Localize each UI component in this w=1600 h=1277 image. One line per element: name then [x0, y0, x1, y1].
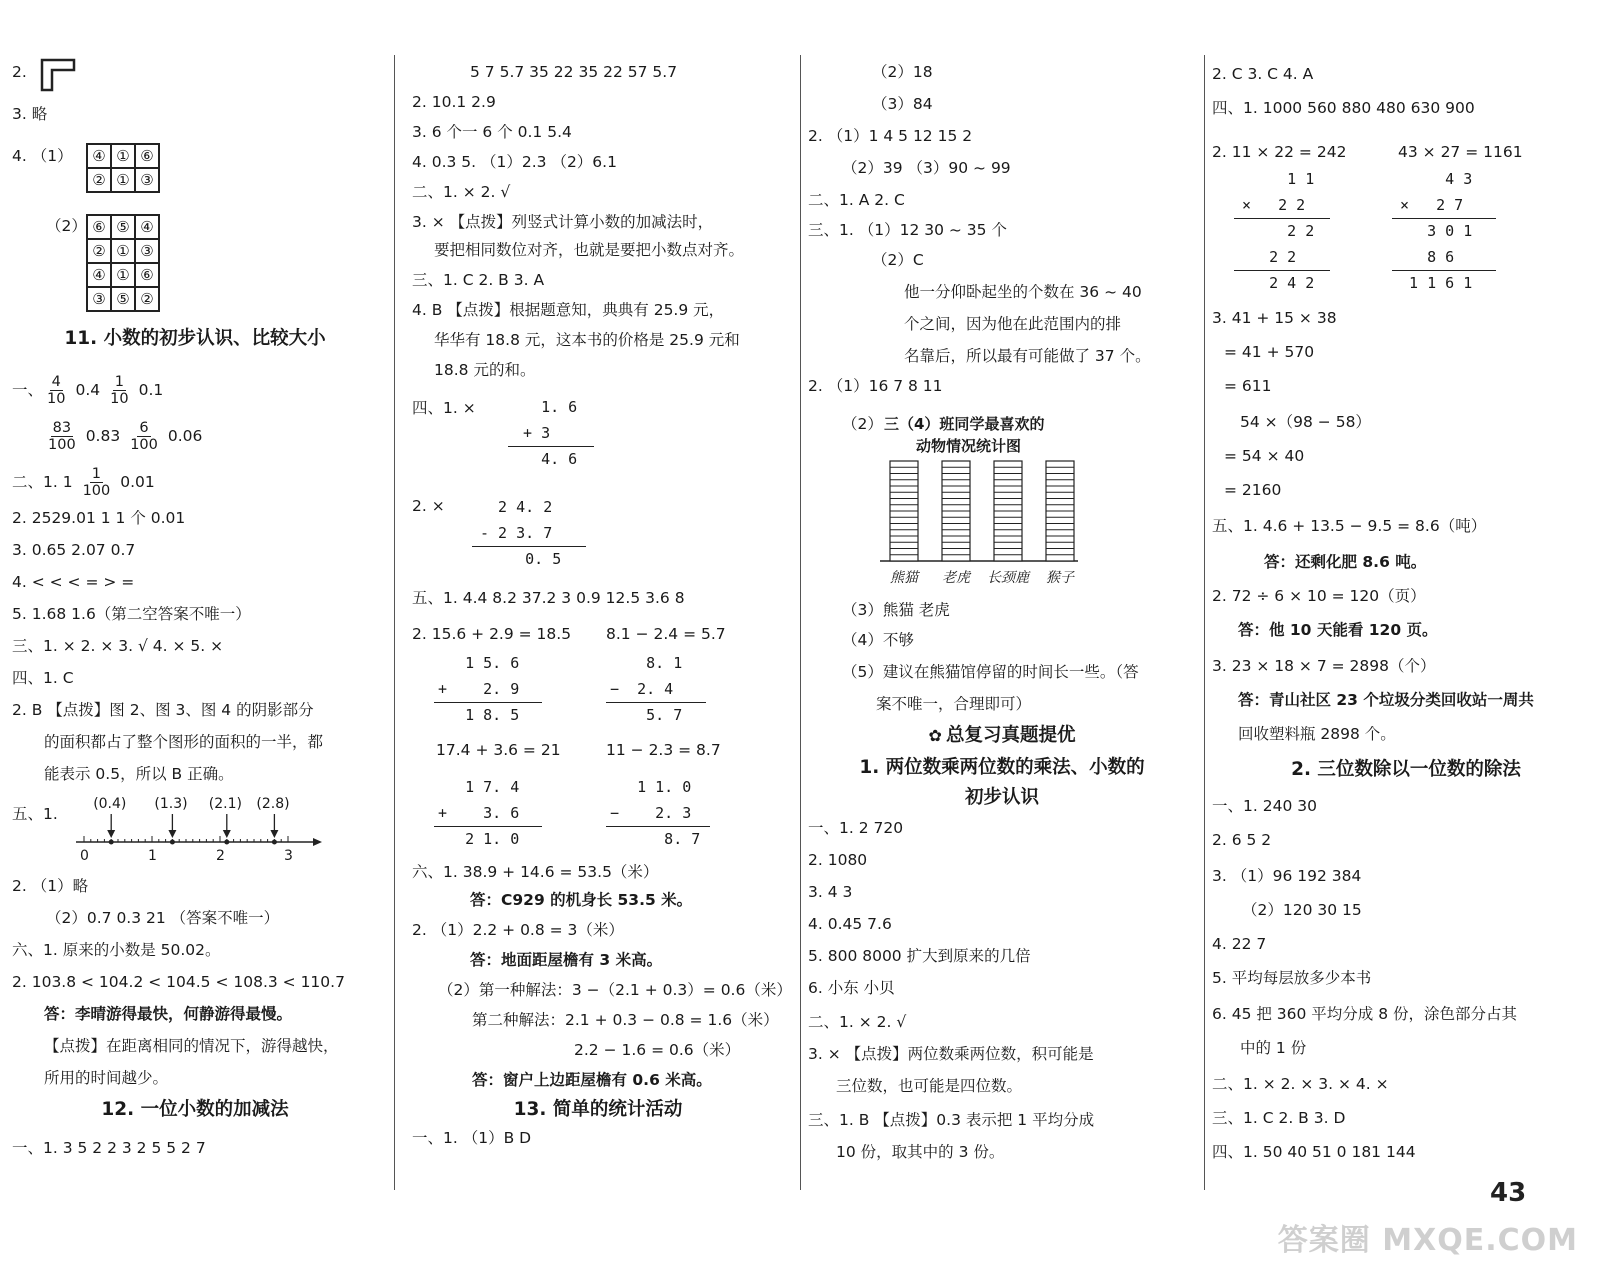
vertical-calc: 8. 1 − 2. 4 5. 7 — [610, 654, 683, 724]
answer-line: 8.1 − 2.4 = 5.7 — [606, 625, 726, 643]
answer-line: （2） — [842, 415, 883, 433]
answer-line: 五、1. 4.4 8.2 37.2 3 0.9 12.5 3.6 8 — [412, 589, 685, 607]
calc-rule — [508, 446, 594, 447]
bar-3 — [994, 461, 1022, 561]
fraction-row-1: 一、 $\frac{4}{10}$ 0.4 $\frac{1}{10}$ 0.1 — [12, 373, 164, 407]
answer-line: = 54 × 40 — [1224, 447, 1305, 465]
answer-line: 2. 15.6 + 2.9 = 18.5 — [412, 625, 572, 643]
answer-line: = 41 + 570 — [1224, 343, 1315, 361]
column-divider — [394, 55, 395, 1190]
answer-line: 三、1. （1）12 30 ~ 35 个 — [808, 221, 1007, 239]
answer-line: 答：他 10 天能看 120 页。 — [1238, 621, 1438, 639]
calc-rule — [434, 702, 542, 703]
answer-line: 名靠后，所以最有可能做了 37 个。 — [904, 347, 1151, 365]
answer-line: = 2160 — [1224, 481, 1282, 499]
answer-line: 所用的时间越少。 — [44, 1069, 169, 1087]
calc-rule — [1392, 270, 1496, 271]
answer-line: （3）熊猫 老虎 — [842, 601, 950, 619]
answer-line: 6. 小东 小贝 — [808, 979, 895, 997]
number-grid-2: ⑥ ⑤ ④ ② ① ③ ④ ① ⑥ ③ ⑤ ② — [86, 214, 160, 312]
answer-line: 三、1. B 【点拨】0.3 表示把 1 平均分成 — [808, 1111, 1095, 1129]
answer-line: 案不唯一，合理即可） — [876, 695, 1032, 713]
answer-line: 43 × 27 = 1161 — [1398, 143, 1523, 161]
answer-line: 回收塑料瓶 2898 个。 — [1238, 725, 1396, 743]
number-line-tick-label: 3 — [284, 848, 293, 864]
answer-line: 10 份，取其中的 3 份。 — [836, 1143, 1005, 1161]
answer-line: 2. （1）2.2 + 0.8 = 3（米） — [412, 921, 624, 939]
answer-line: 5. 1.68 1.6（第二空答案不唯一） — [12, 605, 251, 623]
item-3: 3. 略 — [12, 105, 48, 123]
section-heading-11: 11. 小数的初步认识、比较大小 — [64, 328, 326, 349]
answer-line: 一、1. 2 720 — [808, 819, 904, 837]
answer-line: 2. （1）略 — [12, 877, 89, 895]
answer-line: 3. （1）96 192 384 — [1212, 867, 1362, 885]
answer-line: 2. C 3. C 4. A — [1212, 65, 1314, 83]
vertical-calc: 2 4. 2 - 2 3. 7 0. 5 — [480, 498, 562, 568]
answer-line: 二、1. × 2. √ — [808, 1013, 907, 1031]
calc-rule — [434, 826, 542, 827]
answer-line: 要把相同数位对齐，也就是要把小数点对齐。 — [434, 241, 745, 259]
answer-line: 2. 1080 — [808, 851, 868, 869]
answer-line: 4. 0.45 7.6 — [808, 915, 892, 933]
number-line-tick-label: 1 — [148, 848, 157, 864]
bar-2 — [942, 461, 970, 561]
answer-line: 五、1. 4.6 + 13.5 − 9.5 = 8.6（吨） — [1212, 517, 1487, 535]
answer-line: （5）建议在熊猫馆停留的时间长一些。（答 — [842, 663, 1139, 681]
answer-line: 二、1. × 2. √ — [412, 183, 511, 201]
answer-line: 华华有 18.8 元，这本书的价格是 25.9 元和 — [434, 331, 740, 349]
calc-rule — [1234, 218, 1330, 219]
answer-line: （2）120 30 15 — [1242, 901, 1362, 919]
number-line-arrow — [223, 814, 231, 845]
chart-title: 三（4）班同学最喜欢的 — [884, 415, 1045, 433]
number-line-arrow — [107, 814, 115, 845]
answer-line: 三、1. C 2. B 3. A — [412, 271, 545, 289]
answer-line: 2. （1）16 7 8 11 — [808, 377, 943, 395]
page-number: 43 — [1490, 1178, 1527, 1208]
answer-line: 个之间，因为他在此范围内的排 — [904, 315, 1122, 333]
answer-line: 三、1. × 2. × 3. √ 4. × 5. × — [12, 637, 224, 655]
answer-line: 6. 45 把 360 平均分成 8 份，涂色部分占其 — [1212, 1005, 1518, 1023]
answer-line: （2）18 — [872, 63, 933, 81]
answer-line: 一、1. 240 30 — [1212, 797, 1317, 815]
answer-line: 4. B 【点拨】根据题意知，典典有 25.9 元， — [412, 301, 725, 319]
vertical-calc: 1 1 × 2 2 2 2 2 2 2 4 2 — [1242, 170, 1315, 292]
item-2: 2. — [12, 63, 27, 81]
answer-line: 2. 10.1 2.9 — [412, 93, 496, 111]
answer-line: 2. 103.8 < 104.2 < 104.5 < 108.3 < 110.7 — [12, 973, 345, 991]
number-line-arrow — [270, 814, 278, 845]
bar-1 — [890, 461, 918, 561]
answer-line: 5 7 5.7 35 22 35 22 57 5.7 — [470, 63, 678, 81]
column-divider — [1204, 55, 1205, 1190]
bar-category-label: 猴子 — [1046, 570, 1074, 586]
answer-line: （2）C — [872, 251, 924, 269]
answer-line: 五、1. — [12, 805, 58, 823]
calc-rule — [1392, 218, 1496, 219]
answer-line: 5. 800 8000 扩大到原来的几倍 — [808, 947, 1031, 965]
number-line-point-label: (2.8) — [256, 796, 290, 812]
answer-line: 【点拨】在距离相同的情况下，游得越快， — [44, 1037, 339, 1055]
answer-line: 答：李晴游得最快，何静游得最慢。 — [44, 1005, 293, 1023]
calc-rule — [1234, 270, 1330, 271]
section-heading-13: 13. 简单的统计活动 — [513, 1099, 683, 1120]
answer-line: 能表示 0.5，所以 B 正确。 — [44, 765, 234, 783]
vertical-calc: 1 7. 4 + 3. 6 2 1. 0 — [438, 778, 520, 848]
answer-line: 11 − 2.3 = 8.7 — [606, 741, 721, 759]
review-heading: ✿ 总复习真题提优 — [928, 725, 1076, 746]
answer-line: 答：青山社区 23 个垃圾分类回收站一周共 — [1238, 691, 1534, 709]
answer-line: 2. B 【点拨】图 2、图 3、图 4 的阴影部分 — [12, 701, 314, 719]
answer-line: （2）第一种解法：3 −（2.1 + 0.3）= 0.6（米） — [438, 981, 792, 999]
answer-line: 一、1. 3 5 2 2 3 2 5 5 2 7 — [12, 1139, 206, 1157]
number-line-arrow — [168, 814, 176, 845]
answer-line: 2. × — [412, 497, 445, 515]
answer-line: 3. × 【点拨】列竖式计算小数的加减法时， — [412, 213, 714, 231]
item-4: 4. （1） — [12, 147, 73, 165]
calc-rule — [606, 826, 710, 827]
answer-line: 54 ×（98 − 58） — [1240, 413, 1371, 431]
answer-line: 六、1. 原来的小数是 50.02。 — [12, 941, 221, 959]
number-line — [68, 792, 328, 872]
answer-line: 2. （1）1 4 5 12 15 2 — [808, 127, 973, 145]
answer-line: = 611 — [1224, 377, 1272, 395]
section-heading-r2: 2. 三位数除以一位数的除法 — [1291, 759, 1521, 780]
vertical-calc: 1 5. 6 + 2. 9 1 8. 5 — [438, 654, 520, 724]
chart-title: 动物情况统计图 — [916, 437, 1022, 455]
answer-line: （2）0.7 0.3 21 （答案不唯一） — [46, 909, 280, 927]
answer-line: 三、1. C 2. B 3. D — [1212, 1109, 1346, 1127]
answer-line: 3. 23 × 18 × 7 = 2898（个） — [1212, 657, 1436, 675]
answer-line: 二、1. A 2. C — [808, 191, 905, 209]
answer-line: 3. 4 3 — [808, 883, 853, 901]
answer-line: 4. 22 7 — [1212, 935, 1267, 953]
calc-rule — [472, 546, 586, 547]
number-line-point-label: (0.4) — [93, 796, 127, 812]
answer-line: 2.2 − 1.6 = 0.6（米） — [574, 1041, 741, 1059]
answer-line: 5. 平均每层放多少本书 — [1212, 969, 1372, 987]
answer-line: 3. 0.65 2.07 0.7 — [12, 541, 136, 559]
section-heading-r1: 1. 两位数乘两位数的乘法、小数的 — [859, 757, 1145, 778]
answer-line: 3. 41 + 15 × 38 — [1212, 309, 1337, 327]
answer-line: 四、1. 50 40 51 0 181 144 — [1212, 1143, 1416, 1161]
answer-line: 2. 6 5 2 — [1212, 831, 1272, 849]
answer-line: 一、1. （1）B D — [412, 1129, 532, 1147]
bar-category-label: 老虎 — [942, 570, 970, 586]
answer-line: 答：窗户上边距屋檐有 0.6 米高。 — [472, 1071, 712, 1089]
vertical-calc: 1 1. 0 − 2. 3 8. 7 — [610, 778, 701, 848]
answer-line: 的面积都占了整个图形的面积的一半，都 — [44, 733, 324, 751]
answer-column-2 — [400, 0, 796, 1190]
answer-column-4 — [1212, 0, 1600, 1190]
answer-line: 2. 2529.01 1 1 个 0.01 — [12, 509, 186, 527]
vertical-calc: 4 3 × 2 7 3 0 1 8 6 1 1 6 1 — [1400, 170, 1473, 292]
answer-line: 答：C929 的机身长 53.5 米。 — [470, 891, 693, 909]
answer-line: 二、1. × 2. × 3. × 4. × — [1212, 1075, 1389, 1093]
answer-line: 17.4 + 3.6 = 21 — [436, 741, 561, 759]
section-heading-12: 12. 一位小数的加减法 — [101, 1099, 289, 1120]
number-line-point-label: (1.3) — [154, 796, 188, 812]
answer-line: 3. 6 个一 6 个 0.1 5.4 — [412, 123, 572, 141]
number-grid-1: ④ ① ⑥ ② ① ③ — [86, 143, 160, 193]
number-line-tick-label: 2 — [216, 848, 225, 864]
answer-line: 四、1. 1000 560 880 480 630 900 — [1212, 99, 1475, 117]
answer-line: （2）39 （3）90 ~ 99 — [842, 159, 1011, 177]
answer-line: 2. 11 × 22 = 242 — [1212, 143, 1347, 161]
answer-line: 4. < < < = > = — [12, 573, 135, 591]
calc-rule — [606, 702, 706, 703]
answer-line: 答：还剩化肥 8.6 吨。 — [1264, 553, 1427, 571]
number-line-tick-label: 0 — [80, 848, 89, 864]
answer-line: 答：地面距屋檐有 3 米高。 — [470, 951, 663, 969]
section-heading-r1-b: 初步认识 — [964, 787, 1039, 808]
answer-line: 18.8 元的和。 — [434, 361, 536, 379]
answer-column-1 — [0, 0, 390, 1190]
answer-line: 四、1. C — [12, 669, 74, 687]
bar-category-label: 熊猫 — [890, 570, 918, 586]
vertical-calc: 1. 6 + 3 4. 6 — [514, 398, 578, 468]
answer-line: 2. 72 ÷ 6 × 10 = 120（页） — [1212, 587, 1426, 605]
bar-category-label: 长颈鹿 — [987, 570, 1029, 586]
answer-line: 4. 0.3 5. （1）2.3 （2）6.1 — [412, 153, 617, 171]
bar-chart — [876, 456, 1086, 588]
answer-line: 他一分仰卧起坐的个数在 36 ~ 40 — [904, 283, 1142, 301]
answer-line: 六、1. 38.9 + 14.6 = 53.5（米） — [412, 863, 659, 881]
answer-column-3 — [808, 0, 1196, 1190]
answer-line: （4）不够 — [842, 631, 914, 649]
answer-line: （3）84 — [872, 95, 933, 113]
number-line-point-label: (2.1) — [208, 796, 243, 812]
item-4-2: （2） — [46, 217, 87, 235]
answer-line: 三位数，也可能是四位数。 — [836, 1077, 1023, 1095]
paw-icon: ✿ — [928, 726, 942, 745]
bar-4 — [1046, 461, 1074, 561]
answer-line: 第二种解法：2.1 + 0.3 − 0.8 = 1.6（米） — [472, 1011, 779, 1029]
answer-line: 四、1. × — [412, 399, 476, 417]
watermark: 答案圈 MXQE.COM — [1277, 1223, 1578, 1258]
fraction-row-2: $\frac{83}{100}$ 0.83 $\frac{6}{100}$ 0.06 — [48, 419, 203, 453]
column-divider — [800, 55, 801, 1190]
answer-line: 3. × 【点拨】两位数乘两位数，积可能是 — [808, 1045, 1094, 1063]
fraction-row-3: 二、1. 1 $\frac{1}{100}$ 0.01 — [12, 465, 155, 499]
l-shape-figure — [40, 58, 76, 92]
answer-line: 中的 1 份 — [1240, 1039, 1307, 1057]
